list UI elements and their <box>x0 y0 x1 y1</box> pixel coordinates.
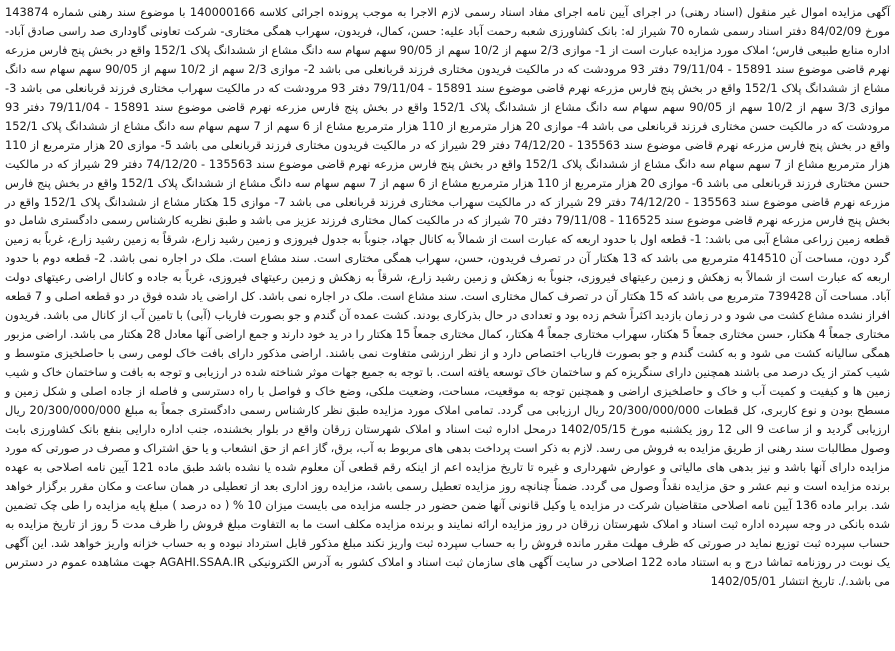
website-address: AGAHI.SSAA.IR <box>159 554 245 569</box>
notice-paragraph <box>5 3 890 591</box>
notice-closing-text: جهت مشاهده عموم در دسترس می باشد./. تاریخ انتشار 1402/05/01 <box>5 554 890 588</box>
notice-body-text: آگهی مزایده اموال غیر منقول (اسناد رهنی) در اجرای آیین نامه اجرای مفاد اسناد رسمی لازم الاجرا به موجب پرونده اجرائی کلاسه 140000166 با موضوع سند رهنی شماره 143874 مورخ 84/02/09 دفتر اسناد رسمی شماره 70 شیراز له: بانک کشاورزی شعبه رحمت آباد علیه: حسن، کمال، فریدون، سهراب همگی مختاری- شرکت تعاونی گاوداری صد راسی صادق آباد- اداره منابع طبیعی فارس؛ املاک مورد مزایده عبارت است از 1- موازی 2/3 سهم از 10/2 سهم از 90/05 سهم سهام سه دانگ مشاع از ششدانگ پلاک 152/1 واقع در بخش پنج فارس مزرعه نهرم قاضی موضوع سند 15891 - 79/11/04 دفتر 93 مرودشت که در مالکیت فریدون مختاری فرزند قربانعلی می باشد 2- موازی 2/3 سهم از 10/2 سهم از 90/05 سهم سهام سه دانگ مشاع از ششدانگ پلاک 152/1 واقع در بخش پنج فارس مزرعه نهرم قاضی موضوع سند 15891 - 79/11/04 دفتر 93 مرودشت که در مالکیت سهراب مختاری فرزند قربانعلی می باشد 3- موازی 3/3 سهم از 10/2 سهم از 90/05 سهم سهام سه دانگ مشاع از ششدانگ پلاک 152/1 واقع در بخش پنج فارس مزرعه نهرم قاضی موضوع سند 15891 - 79/11/04 دفتر 93 مرودشت که در مالکیت حسن مختاری فرزند قربانعلی می باشد 4- موازی 20 هزار مترمربع از 110 هزار مترمربع مشاع از 6 سهم از 7 سهم سهام سه دانگ مشاع از ششدانگ پلاک 152/1 واقع در بخش پنج فارس مزرعه نهرم قاضی موضوع سند 135563 - 74/12/20 دفتر 29 شیراز که در مالکیت فریدون مختاری فرزند قربانعلی می باشد 5- موازی 20 هزار مترمربع از 110 هزار مترمربع مشاع از 7 سهم سهام سه دانگ مشاع از ششدانگ پلاک 152/1 واقع در بخش پنج فارس مزرعه نهرم قاضی موضوع سند 135563 - 74/12/20 دفتر 29 شیراز که در مالکیت حسن مختاری فرزند قربانعلی می باشد 6- موازی 20 هزار مترمربع از 110 هزار مترمربع مشاع از 6 سهم از 7 سهم سهام سه دانگ مشاع از ششدانگ پلاک 152/1 واقع در بخش پنج فارس مزرعه نهرم قاضی موضوع سند 135563 - 74/12/20 دفتر 29 شیراز که در مالکیت سهراب مختاری فرزند قربانعلی می باشد 7- موازی 15 هکتار مشاع از ششدانگ پلاک 152/1 واقع در بخش پنج فارس مزرعه نهرم قاضی موضوع سند 116525 - 79/11/08 دفتر 70 شیراز که در مالکیت کمال مختاری فرزند عزیز می باشد و طبق نظریه کارشناس رسمی دادگستری شامل دو قطعه زمین زراعی مشاع آبی می باشد: 1- قطعه اول با حدود اربعه که عبارت است از شمالاً به کانال جهاد، جنوباً به جدول فیروزی و زمین رشید زارع، شرقاً به زمین رشید زارع، غرباً به زمین گرد دون، مساحت آن 414510 مترمربع می باشد که 13 هکتار آن در تصرف فریدون، حسن، سهراب همگی مختاری است. سند مشاع است. ملک در اجاره نمی باشد. 2- قطعه دوم با حدود اربعه که عبارت است از شمالاً به زهکش و زمین رعیتهای فیروزی، جنوباً به زهکش و زمین رشید زارع، شرقاً به زهکش و زمین رعیتهای فیروزی، غرباً به جاده و کانال اراضی رعیتهای دولت آباد. مساحت آن 739428 مترمربع می باشد که 15 هکتار آن در تصرف کمال مختاری است. سند مشاع است. ملک در اجاره نمی باشد. کل اراضی یاد شده فوق در دو قطعه اصلی و 7 قطعه افراز نشده مشاع کشت می شود و در زمان بازدید اکثراً شخم زده بود و تعدادی در حال بذرکاری بودند. کشت عمده آن گندم و جو بصورت فاریاب (آبی) با تامین آب از کانال می باشد. فریدون مختاری جمعاً 4 هکتار، حسن مختاری جمعاً 5 هکتار، سهراب مختاری جمعاً 4 هکتار، کمال مختاری جمعاً 15 هکتار را در ید خود دارند و جمع اراضی آنها معادل 28 هکتار می باشد. اراضی مزبور همگی سالیانه کشت می شود و به کشت گندم و جو بصورت فاریاب اختصاص دارد و از نظر ارزشی متفاوت نمی باشند. اراضی مذکور دارای بافت خاک لومی رسی با حاصلخیزی متوسط و شیب کمتر از یک درصد می باشند همچنین دارای سنگریزه کم و ساختمان خاک توسعه یافته است. با توجه به جمیع جهات موثر شناخته شده در ارزیابی و توجه به بافت و ساختمان خاک و شیب زمین ها و کیفیت و کمیت آب و خاک و حاصلخیزی اراضی و همچنین توجه به موقعیت، مساحت، وضعیت ملکی، وضع خاک و فواصل با راه دسترسی و فاصله از جاده اصلی و شکل زمین و مسطح بودن و نوع کاربری، کل قطعات 20/300/000/000 ریال ارزیابی می گردد. تمامی املاک مورد مزایده طبق نظر کارشناس رسمی دادگستری جمعاً به مبلغ 20/300/000/000 ریال ارزیابی گردید و از ساعت 9 الی 12 روز یکشنبه مورخ 1402/05/15 درمحل اداره ثبت اسناد و املاک شهرستان زرقان واقع در بلوار بخشنده، جنب اداره دارایی بنفع بانک کشاورزی بابت وصول مطالبات سند رهنی از طریق مزایده به فروش می رسد. لازم به ذکر است پرداخت بدهی های مربوط به آب، برق، گاز اعم از حق انشعاب و یا حق اشتراک و مصرف در صورتی که مورد مزایده دارای آنها باشد و نیز بدهی های مالیاتی و عوارض شهرداری و غیره تا تاریخ مزایده اعم از اینکه رقم قطعی آن معلوم شده یا نشده باشد طبق ماده 121 آیین نامه اصلاحی به عهده برنده مزایده است و نیم عشر و حق مزایده نقداً وصول می گردد. ضمناً چنانچه روز مزایده تعطیل رسمی باشد، مزایده روز اداری بعد از تعطیلی در همان ساعت و مکان مقرر برگزار خواهد شد. برابر ماده 136 آیین نامه اصلاحی متقاضیان شرکت در مزایده یا وکیل قانونی آنها ضمن حضور در جلسه مزایده می بایست میزان 10 % ( ده درصد ) مبلغ پایه مزایده را طی چک تضمین شده بانکی در وجه سپرده اداره ثبت اسناد و املاک شهرستان زرقان در روز مزایده ارائه نمایند و برنده مزایده مکلف است ما به التفاوت مبلغ فروش را ظرف مدت 5 روز از تاریخ مزایده به حساب سپرده ثبت توزیع نماید در صورتی که ظرف مهلت مقرر مانده فروش را به حساب سپرده ثبت واریز نکند مبلغ مذکور قابل استرداد نبوده و به حساب خزانه واریز خواهد شد. این آگهی یک نوبت در روزنامه تماشا درج و به استناد ماده 122 اصلاحی در سایت آگهی های سازمان ثبت اسناد و املاک کشور به آدرس الکترونیکی <box>5 5 891 569</box>
